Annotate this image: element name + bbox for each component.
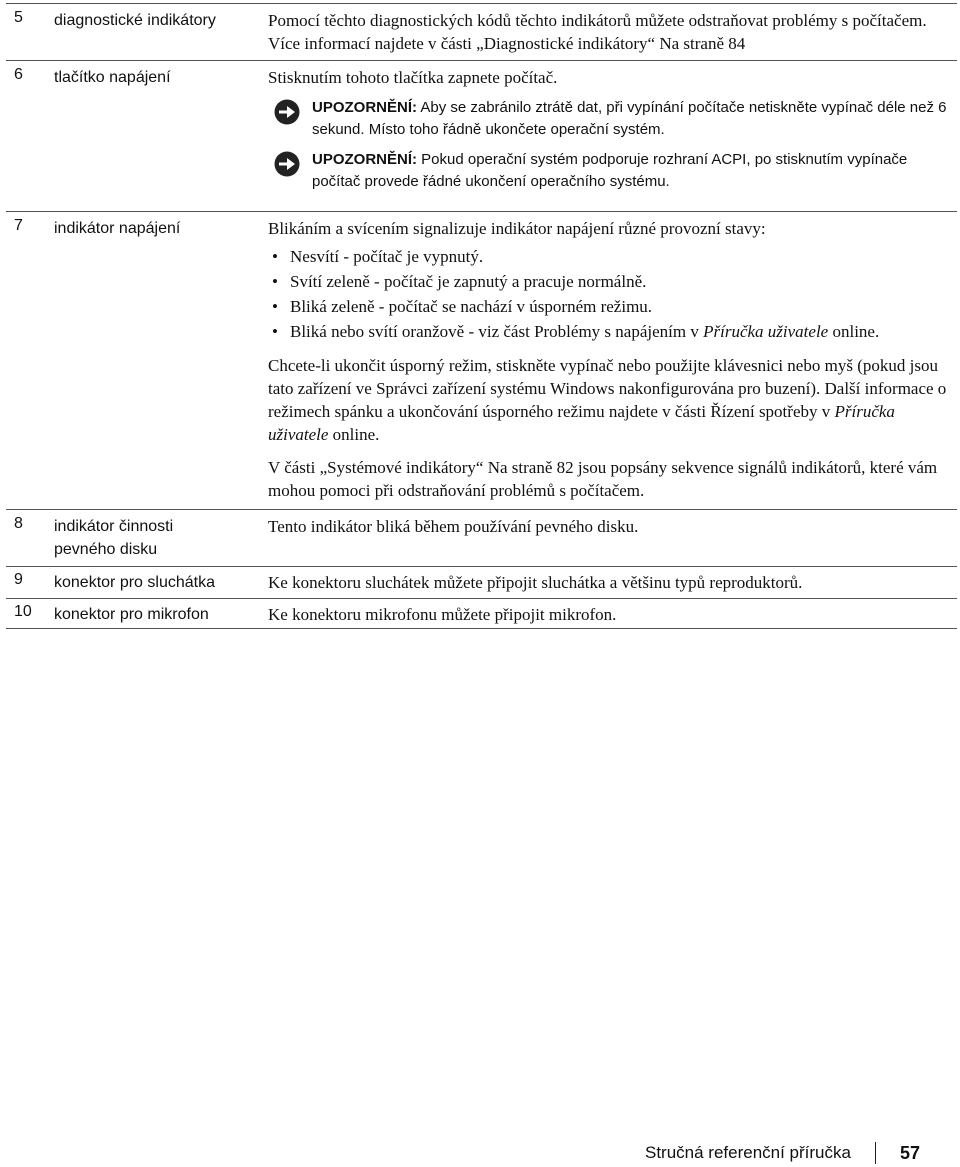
row-name-line: indikátor činnosti	[54, 518, 174, 535]
row-description: Stisknutím tohoto tlačítka zapnete počítač.	[268, 68, 558, 87]
row-description: Pomocí těchto diagnostických kódů těchto indikátorů můžete odstraňovat problémy s počítačem. Více informací najdete v části „Diagnostické indikátory“ Na straně 84	[268, 11, 927, 53]
footer-title: Stručná referenční příručka	[644, 1143, 851, 1162]
list-item	[268, 319, 951, 344]
row-name: tlačítko napájení	[54, 69, 171, 86]
notice-icon	[274, 151, 300, 177]
status-list	[268, 244, 951, 344]
row-name	[54, 515, 173, 561]
notice-text: Pokud operační systém podporuje rozhraní ACPI, po stisknutím vypínače počítač provede řádné ukončení operačního systému.	[312, 151, 908, 190]
notice-note	[268, 97, 951, 141]
footer-divider	[875, 1142, 876, 1164]
table-row	[6, 566, 957, 598]
system-lights-paragraph: V části „Systémové indikátory“ Na straně 82 jsou popsány sekvence signálů indikátorů, které vám mohou pomoci při odstraňování problémů s počítačem.	[268, 458, 938, 500]
row-name: konektor pro sluchátka	[54, 574, 215, 591]
manual-title: Příručka uživatele	[703, 322, 829, 341]
row-name: diagnostické indikátory	[54, 12, 216, 29]
row-number: 7	[14, 217, 23, 234]
paragraph-text: online.	[328, 425, 380, 444]
list-item-text: online.	[828, 322, 880, 341]
row-name: indikátor napájení	[54, 220, 181, 237]
table-row	[6, 211, 957, 509]
row-description: Tento indikátor bliká během používání pevného disku.	[268, 517, 639, 536]
table-row	[6, 509, 957, 566]
notice-icon	[274, 99, 300, 125]
row-number: 10	[14, 603, 32, 620]
row-number: 6	[14, 66, 23, 83]
notice-note	[268, 149, 951, 193]
row-description: Ke konektoru mikrofonu můžete připojit mikrofon.	[268, 605, 617, 624]
table-row	[6, 598, 957, 629]
row-description: Blikáním a svícením signalizuje indikátor napájení různé provozní stavy:	[268, 219, 766, 238]
table-row	[6, 3, 957, 60]
table-row	[6, 60, 957, 211]
paragraph-text: Chcete-li ukončit úsporný režim, stiskněte vypínač nebo použijte klávesnici nebo myš (pokud jsou tato zařízení ve Správci zařízení systému Windows nakonfigurována pro buzení). Další informace o režimech spánku a ukončování úsporného režimu najdete v části Řízení spotřeby v	[268, 356, 947, 421]
page-number: 57	[899, 1142, 920, 1163]
list-item: • Nesvítí - počítač je vypnutý.	[268, 244, 951, 269]
power-save-paragraph	[268, 354, 951, 446]
page-footer	[645, 1142, 920, 1164]
reference-table	[6, 3, 957, 629]
notice-label: UPOZORNĚNÍ:	[312, 151, 417, 168]
row-number: 8	[14, 515, 23, 532]
row-description-block	[268, 217, 951, 502]
list-item: • Bliká zeleně - počítač se nachází v úsporném režimu.	[268, 294, 951, 319]
manual-title: Příručka uživatele	[268, 402, 895, 444]
list-item-text: Bliká nebo svítí oranžově - viz část Problémy s napájením v	[290, 322, 704, 341]
list-item: • Svítí zeleně - počítač je zapnutý a pracuje normálně.	[268, 269, 951, 294]
row-description: Ke konektoru sluchátek můžete připojit sluchátka a většinu typů reproduktorů.	[268, 573, 803, 592]
row-description-block	[268, 66, 951, 193]
row-name: konektor pro mikrofon	[54, 606, 209, 623]
row-number: 5	[14, 9, 23, 26]
notice-text: Aby se zabránilo ztrátě dat, při vypínání počítače netiskněte vypínač déle než 6 sekund. Místo toho řádně ukončete operační systém.	[312, 99, 947, 138]
notice-label: UPOZORNĚNÍ:	[312, 99, 417, 116]
row-number: 9	[14, 571, 23, 588]
row-name-line: pevného disku	[54, 541, 158, 558]
